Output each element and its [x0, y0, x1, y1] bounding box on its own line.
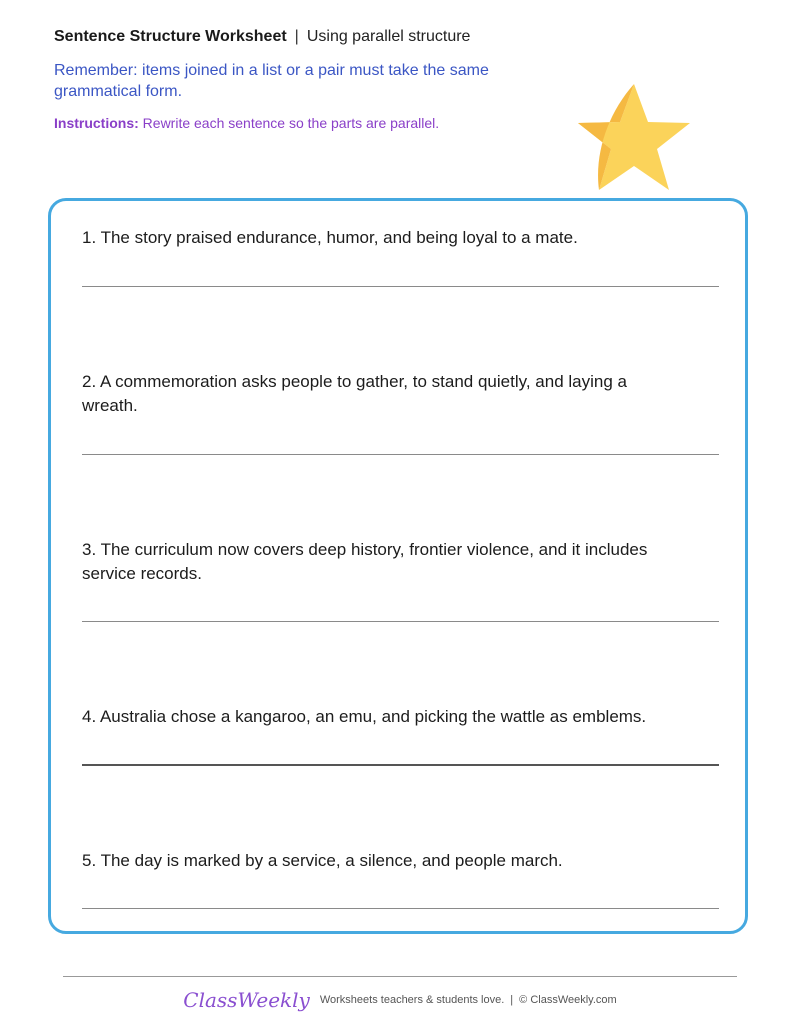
instructions-label: Instructions: — [54, 115, 139, 131]
remember-note: Remember: items joined in a list or a pair must take the same grammatical form. — [54, 62, 489, 100]
footer-separator: | — [510, 994, 514, 1006]
question-5: 5. The day is marked by a service, a silence, and people march. — [82, 851, 563, 870]
answer-line-4[interactable] — [82, 764, 719, 766]
instructions — [54, 115, 439, 131]
answer-line-5[interactable] — [82, 908, 719, 909]
footer-copyright: © ClassWeekly.com — [519, 994, 617, 1006]
footer — [0, 988, 800, 1012]
question-4: 4. Australia chose a kangaroo, an emu, and picking the wattle as emblems. — [82, 707, 647, 726]
question-3: 3. The curriculum now covers deep history, frontier violence, and it includes service records. — [82, 540, 648, 583]
footer-tagline: Worksheets teachers & students love. — [319, 994, 505, 1006]
answer-line-3[interactable] — [82, 621, 719, 622]
answer-line-1[interactable] — [82, 286, 719, 287]
instructions-text: Rewrite each sentence so the parts are parallel. — [138, 115, 440, 131]
brand-logo: ClassWeekly — [183, 988, 310, 1012]
worksheet-subtitle: Using parallel structure — [306, 28, 471, 45]
header-separator: | — [294, 28, 299, 45]
answer-line-2[interactable] — [82, 454, 719, 455]
worksheet-title: Sentence Structure Worksheet — [54, 28, 287, 45]
star-icon — [574, 82, 694, 194]
footer-divider — [63, 976, 737, 977]
worksheet-header — [54, 28, 470, 46]
question-2: 2. A commemoration asks people to gather, to stand quietly, and laying a wreath. — [82, 372, 627, 415]
question-1: 1. The story praised endurance, humor, and being loyal to a mate. — [82, 228, 578, 247]
